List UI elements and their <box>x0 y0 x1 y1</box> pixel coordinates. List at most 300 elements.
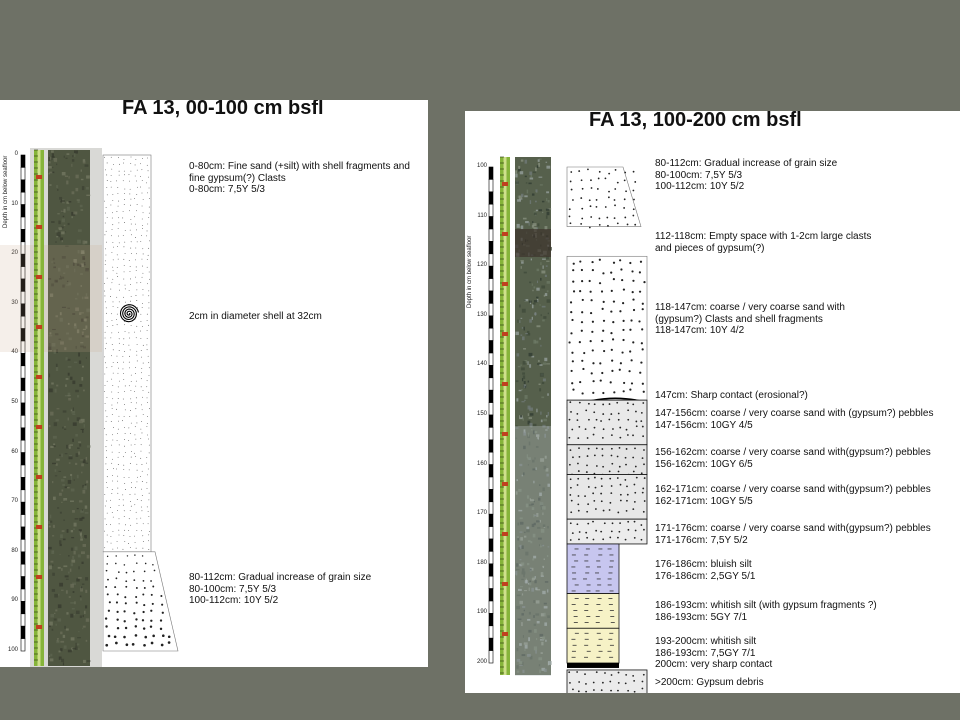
core-texture <box>72 414 75 415</box>
fine-sand-dot <box>148 356 149 357</box>
coarse-sand-dot <box>623 382 625 384</box>
core-texture <box>83 159 85 161</box>
fine-sand-dot <box>136 337 137 338</box>
description-156-162: 156-162cm: coarse / very coarse sand with(gypsum?) pebbles 156-162cm: 10GY 6/5 <box>655 447 931 470</box>
fine-sand-dot <box>147 330 148 331</box>
grading-sand-dot <box>106 570 108 572</box>
core-texture <box>77 201 79 203</box>
fine-sand-dot <box>112 279 113 280</box>
fine-sand-dot <box>149 240 150 241</box>
fine-sand-dot <box>140 187 141 188</box>
fine-sand-dot <box>122 494 123 495</box>
fine-sand-dot <box>136 416 137 417</box>
fine-sand-dot <box>130 350 131 351</box>
fine-sand-dot <box>146 386 147 387</box>
fine-sand-dot <box>124 193 125 194</box>
coarse-sand-dot <box>611 349 613 351</box>
core-texture <box>540 184 543 185</box>
core-texture <box>542 201 544 203</box>
pebble-dot <box>608 419 610 421</box>
core-texture <box>63 635 65 638</box>
grading-sand-dot <box>587 168 589 170</box>
coarse-sand-dot <box>602 392 604 394</box>
core-texture <box>528 406 531 410</box>
grading-sand-dot <box>633 199 635 201</box>
fine-sand-dot <box>124 246 125 247</box>
fine-sand-dot <box>135 367 136 368</box>
coarse-sand-dot <box>610 332 612 334</box>
pebble-dot <box>571 429 573 431</box>
fine-sand-dot <box>141 378 142 379</box>
core-texture <box>520 260 523 261</box>
fine-sand-dot <box>125 489 126 490</box>
fine-sand-dot <box>135 259 136 260</box>
core-texture <box>49 184 51 186</box>
fine-sand-dot <box>142 248 143 249</box>
fine-sand-dot <box>107 487 108 488</box>
core-texture <box>55 419 58 421</box>
fine-sand-dot <box>107 469 108 470</box>
pebble-dot <box>578 495 580 497</box>
grading-sand-dot <box>161 604 163 606</box>
grading-sand-dot <box>116 611 118 613</box>
fine-sand-dot <box>130 189 131 190</box>
pebble-dot <box>625 464 627 466</box>
fine-sand-dot <box>124 265 125 266</box>
fine-sand-dot <box>137 187 138 188</box>
core-texture <box>522 336 525 340</box>
grading-sand-dot <box>123 610 125 612</box>
fine-sand-dot <box>135 224 136 225</box>
scale-bar-segment <box>21 180 25 192</box>
fine-sand-dot <box>123 369 124 370</box>
core-texture <box>77 475 79 479</box>
fine-sand-dot <box>112 282 113 283</box>
debris-dot <box>611 674 613 676</box>
pebble-dot <box>634 537 636 539</box>
core-texture <box>518 366 521 367</box>
fine-sand-dot <box>137 523 138 524</box>
core-texture <box>52 167 53 168</box>
core-texture <box>61 590 64 591</box>
coarse-sand-dot <box>581 321 583 323</box>
core-texture <box>60 534 63 538</box>
fine-sand-dot <box>136 230 137 231</box>
fine-sand-dot <box>129 416 130 417</box>
debris-dot <box>569 682 571 684</box>
coarse-sand-dot <box>621 351 623 353</box>
depth-axis-label: Depth in cm below seafloor <box>3 155 9 228</box>
core-texture <box>525 395 528 399</box>
core-texture <box>529 417 532 419</box>
core-texture <box>51 382 54 384</box>
pebble-dot <box>611 448 613 450</box>
fine-sand-dot <box>135 277 136 278</box>
scale-bar-segment <box>489 601 493 613</box>
fine-sand-dot <box>135 435 136 436</box>
pebble-dot <box>594 477 596 479</box>
grading-sand-dot <box>590 179 592 181</box>
core-texture <box>74 153 75 157</box>
pebble-dot <box>600 531 602 533</box>
core-texture <box>55 609 57 611</box>
fine-sand-dot <box>142 158 143 159</box>
core-texture <box>87 445 90 447</box>
description-147-156: 147-156cm: coarse / very coarse sand with (gypsum?) pebbles 147-156cm: 10GY 4/5 <box>655 408 934 431</box>
coarse-sand-dot <box>572 389 574 391</box>
scale-bar-segment <box>489 489 493 501</box>
core-texture <box>57 408 60 409</box>
core-texture <box>540 278 541 281</box>
core-texture <box>529 222 530 226</box>
pebble-dot <box>633 471 635 473</box>
tape-marker <box>36 275 42 279</box>
coarse-sand-dot <box>641 328 643 330</box>
fine-sand-dot <box>136 351 137 352</box>
core-texture <box>521 266 522 269</box>
fine-sand-dot <box>130 463 131 464</box>
core-texture <box>541 420 543 423</box>
debris-dot <box>642 681 644 683</box>
coarse-sand-dot <box>611 359 613 361</box>
grading-sand-dot <box>623 207 625 209</box>
fine-sand-dot <box>148 290 149 291</box>
core-texture <box>78 566 79 569</box>
grading-sand-dot <box>107 556 108 557</box>
grading-sand-dot <box>105 586 107 588</box>
tape-marker <box>36 575 42 579</box>
core-texture <box>533 340 536 344</box>
core-texture <box>540 412 541 415</box>
core-texture <box>57 189 58 191</box>
fine-sand-dot <box>148 540 149 541</box>
grading-sand-dot <box>135 618 137 620</box>
core-texture <box>548 412 549 416</box>
scale-bar-segment <box>21 192 25 204</box>
core-texture <box>68 650 72 653</box>
core-texture <box>68 373 70 376</box>
grading-sand-dot <box>160 628 162 630</box>
fine-sand-dot <box>123 499 124 500</box>
fine-sand-dot <box>116 319 117 320</box>
debris-dot <box>632 675 634 677</box>
grading-sand-dot <box>589 199 591 201</box>
core-texture <box>49 565 52 569</box>
fine-sand-dot <box>143 199 144 200</box>
core-texture <box>66 612 68 614</box>
pebble-dot <box>578 447 580 449</box>
depth-tick-label: 80 <box>11 547 18 554</box>
core-texture <box>63 216 64 217</box>
core-texture <box>539 177 543 178</box>
fine-sand-dot <box>130 398 131 399</box>
core-texture <box>540 345 541 347</box>
core-texture <box>82 509 83 510</box>
tape-marker <box>502 232 508 236</box>
fine-sand-dot <box>123 344 124 345</box>
fine-sand-dot <box>149 493 150 494</box>
core-texture <box>528 183 531 185</box>
depth-tick-label: 50 <box>11 399 18 405</box>
core-texture <box>516 398 518 401</box>
fine-sand-dot <box>143 523 144 524</box>
grading-sand-dot <box>142 611 144 613</box>
scale-bar-segment <box>21 626 25 638</box>
fine-sand-dot <box>118 228 119 229</box>
scale-bar-segment <box>21 639 25 651</box>
fine-sand-dot <box>111 355 112 356</box>
fine-sand-dot <box>124 439 125 440</box>
scale-bar-segment <box>21 167 25 179</box>
pebble-dot <box>586 471 588 473</box>
fine-sand-dot <box>116 181 117 182</box>
core-texture <box>78 451 80 454</box>
core-texture <box>77 200 80 201</box>
core-texture <box>53 497 56 500</box>
fine-sand-dot <box>141 235 142 236</box>
core-texture <box>71 637 75 640</box>
grading-sand-dot <box>590 216 592 218</box>
pebble-dot <box>595 530 597 532</box>
pebble-dot <box>570 522 572 524</box>
fine-sand-dot <box>131 487 132 488</box>
fine-sand-dot <box>111 536 112 537</box>
fine-sand-dot <box>129 332 130 333</box>
grading-sand-dot <box>142 594 144 596</box>
grading-sand-dot <box>633 208 635 210</box>
core-texture <box>65 231 66 232</box>
fine-sand-dot <box>136 194 137 195</box>
fine-sand-dot <box>118 368 119 369</box>
fine-sand-dot <box>124 510 125 511</box>
fine-sand-dot <box>113 427 114 428</box>
pebble-dot <box>577 463 579 465</box>
core-texture <box>539 338 540 340</box>
fine-sand-dot <box>112 440 113 441</box>
fine-sand-dot <box>147 320 148 321</box>
core-texture <box>546 191 549 193</box>
fine-sand-dot <box>117 488 118 489</box>
fine-sand-dot <box>136 326 137 327</box>
scale-bar-segment <box>21 428 25 440</box>
core-texture <box>50 614 54 618</box>
coarse-sand-dot <box>590 291 592 293</box>
fine-sand-dot <box>110 289 111 290</box>
core-texture <box>63 498 67 501</box>
coarse-sand-dot <box>592 269 594 271</box>
core-texture <box>49 626 51 628</box>
fine-sand-dot <box>112 366 113 367</box>
coarse-sand-dot <box>568 341 570 343</box>
coarse-sand-dot <box>571 382 573 384</box>
core-texture <box>49 161 51 163</box>
fine-sand-dot <box>117 314 118 315</box>
core-texture <box>529 353 533 356</box>
core-texture <box>78 648 80 649</box>
core-texture <box>532 290 533 291</box>
core-texture <box>48 521 50 524</box>
pebble-dot <box>600 420 602 422</box>
core-texture <box>78 229 82 232</box>
scale-bar-segment <box>489 427 493 439</box>
pebble-dot <box>601 478 603 480</box>
scale-bar-segment <box>489 613 493 625</box>
coarse-sand-dot <box>629 329 631 331</box>
fine-sand-dot <box>137 477 138 478</box>
core-texture <box>85 505 87 508</box>
fine-sand-dot <box>124 483 125 484</box>
fine-sand-dot <box>117 307 118 308</box>
grading-sand-dot <box>152 586 154 588</box>
fine-sand-dot <box>147 475 148 476</box>
core-texture <box>61 454 62 458</box>
fine-sand-dot <box>130 501 131 502</box>
coarse-sand-dot <box>642 383 644 385</box>
coarse-sand-dot <box>581 330 583 332</box>
fine-sand-dot <box>131 423 132 424</box>
fine-sand-dot <box>147 507 148 508</box>
grading-sand-dot <box>105 617 107 619</box>
core-texture <box>59 657 62 660</box>
pebble-dot <box>569 401 571 403</box>
core-texture <box>525 333 528 334</box>
fine-sand-dot <box>137 361 138 362</box>
pebble-dot <box>587 455 589 457</box>
core-texture <box>83 660 86 663</box>
pebble-dot <box>578 426 580 428</box>
core-texture <box>539 209 542 211</box>
fine-sand-dot <box>124 174 125 175</box>
core-texture <box>83 544 86 547</box>
fine-sand-dot <box>131 325 132 326</box>
coarse-sand-dot <box>613 278 615 280</box>
pebble-dot <box>642 488 644 490</box>
fine-sand-dot <box>113 306 114 307</box>
fine-sand-dot <box>105 506 106 507</box>
pebble-dot <box>588 403 590 405</box>
scale-bar-segment <box>489 403 493 415</box>
scale-bar-segment <box>21 601 25 613</box>
fine-sand-dot <box>107 397 108 398</box>
grading-sand-dot <box>151 642 154 645</box>
coarse-sand-dot <box>581 269 583 271</box>
coarse-sand-dot <box>611 290 613 292</box>
core-texture <box>523 375 525 379</box>
core-texture <box>55 241 56 243</box>
scale-bar-segment <box>489 328 493 340</box>
fine-sand-dot <box>141 372 142 373</box>
grading-sand-dot <box>624 179 626 181</box>
fine-sand-dot <box>148 325 149 326</box>
core-texture <box>72 381 75 385</box>
scale-bar-segment <box>489 514 493 526</box>
core-texture <box>521 367 525 370</box>
pebble-dot <box>635 411 637 413</box>
fine-sand-dot <box>143 273 144 274</box>
pebble-dot <box>570 478 572 480</box>
fine-sand-dot <box>130 163 131 164</box>
core-texture <box>65 158 67 159</box>
fine-sand-dot <box>124 391 125 392</box>
pebble-dot <box>593 539 595 541</box>
grading-sand-dot <box>606 217 608 219</box>
scale-bar-segment <box>489 378 493 390</box>
fine-sand-dot <box>140 241 141 242</box>
fine-sand-dot <box>117 481 118 482</box>
fine-sand-dot <box>130 230 131 231</box>
fine-sand-dot <box>113 362 114 363</box>
pebble-dot <box>593 411 595 413</box>
core-texture <box>542 258 546 259</box>
grading-sand-dot <box>633 171 635 173</box>
core-texture <box>83 626 86 628</box>
grading-sand-dot <box>570 222 572 224</box>
core-texture <box>51 150 54 152</box>
fine-sand-dot <box>123 338 124 339</box>
coarse-sand-dot <box>579 341 581 343</box>
fine-sand-dot <box>131 451 132 452</box>
pebble-dot <box>601 485 603 487</box>
fine-sand-dot <box>113 247 114 248</box>
fine-sand-dot <box>147 435 148 436</box>
fine-sand-dot <box>105 248 106 249</box>
fine-sand-dot <box>107 326 108 327</box>
grading-sand-dot <box>116 619 118 621</box>
fine-sand-dot <box>140 282 141 283</box>
core-texture <box>533 227 536 229</box>
fine-sand-dot <box>142 193 143 194</box>
tape-marker <box>36 525 42 529</box>
fine-sand-dot <box>123 549 124 550</box>
core-texture <box>66 378 69 380</box>
core-texture <box>69 447 71 448</box>
grading-sand-dot <box>617 182 619 184</box>
core-texture <box>543 362 546 364</box>
pebble-dot <box>600 493 602 495</box>
core-texture <box>547 212 550 216</box>
core-texture <box>521 159 524 161</box>
scale-bar-segment <box>21 353 25 365</box>
grading-sand-dot <box>145 563 147 565</box>
fine-sand-dot <box>129 356 130 357</box>
fine-sand-dot <box>112 459 113 460</box>
pebble-dot <box>625 457 627 459</box>
fine-sand-dot <box>147 267 148 268</box>
fine-sand-dot <box>117 324 118 325</box>
pebble-dot <box>625 539 627 541</box>
pebble-dot <box>628 529 630 531</box>
core-texture <box>78 577 82 579</box>
coarse-sand-dot <box>582 368 584 370</box>
fine-sand-dot <box>111 235 112 236</box>
core-texture <box>52 535 54 536</box>
fine-sand-dot <box>148 499 149 500</box>
core-texture <box>73 422 77 426</box>
fine-sand-dot <box>118 157 119 158</box>
fine-sand-dot <box>119 175 120 176</box>
coarse-sand-dot <box>573 290 575 292</box>
core-texture <box>71 476 72 480</box>
core-texture <box>60 641 64 643</box>
fine-sand-dot <box>110 524 111 525</box>
fine-sand-dot <box>129 174 130 175</box>
fine-sand-dot <box>149 531 150 532</box>
tape-marker <box>502 382 508 386</box>
core-texture <box>535 167 537 171</box>
core-texture <box>72 411 76 414</box>
fine-sand-dot <box>147 488 148 489</box>
pebble-dot <box>603 510 605 512</box>
